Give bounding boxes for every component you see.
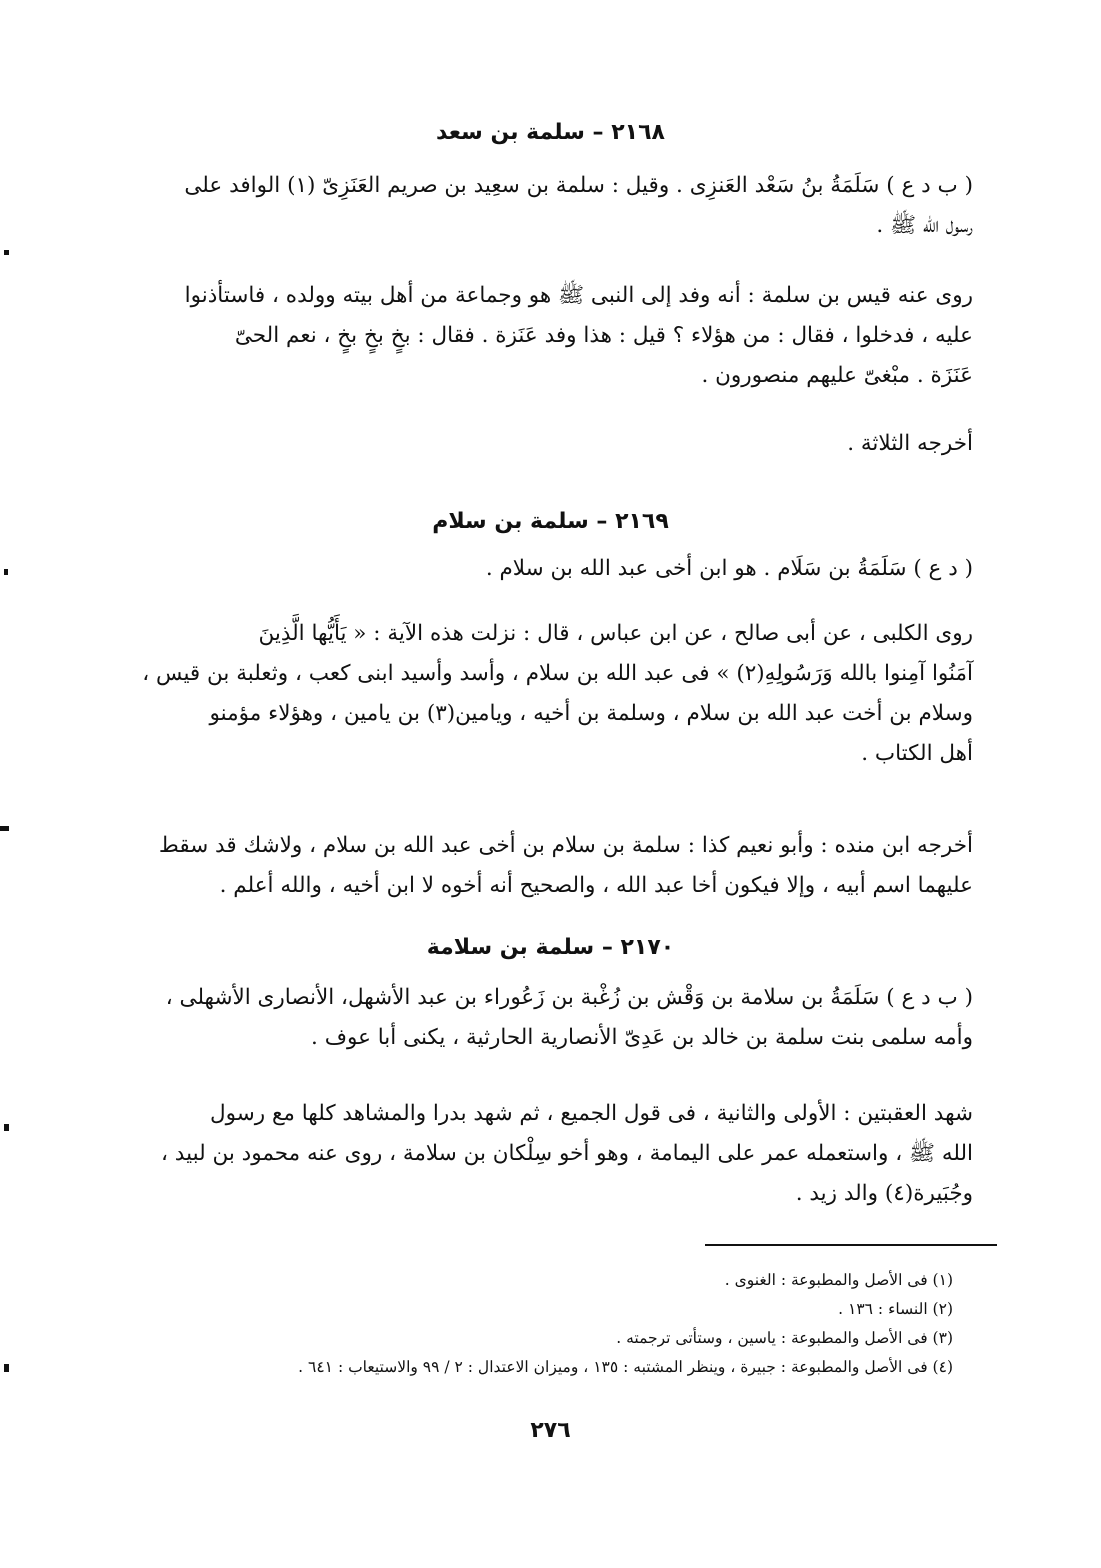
scan-speck: [0, 826, 9, 831]
footnote: (٣) فى الأصل والمطبوعة : ياسين ، وستأتى ترجمته .: [616, 1329, 953, 1347]
footnote-separator: [705, 1244, 997, 1246]
paragraph: [98, 276, 973, 396]
text-line: وسلام بن أخت عبد الله بن سلام ، وسلمة بن أخيه ، ويامين(٣) بن يامين ، وهؤلاء مؤمنو: [209, 701, 973, 726]
footnote: (٤) فى الأصل والمطبوعة : جبيرة ، وينظر المشتبه : ١٣٥ ، وميزان الاعتدال : ٢ / ٩٩ والاستيعاب : ٦٤١ .: [298, 1358, 953, 1376]
paragraph: [98, 614, 973, 774]
page-number: ٢٧٦: [530, 1418, 571, 1443]
text-line: عليهما اسم أبيه ، وإلا فيكون أخا عبد الله ، والصحيح أنه أخوه لا ابن أخيه ، والله أعلم .: [219, 873, 973, 898]
text-line: عَنَزَة . مبْغىّ عليهم منصورون .: [701, 363, 973, 388]
text-line: رسول الله ﷺ .: [876, 213, 973, 238]
text-line: ( ب د ع ) سَلَمَةُ بن سلامة بن وَقْش بن زُغْبة بن زَعُوراء بن عبد الأشهل، الأنصارى الأشهلى ،: [165, 985, 973, 1010]
paragraph: [98, 1094, 973, 1214]
text-line: وجُبَيرة(٤) والد زيد .: [795, 1181, 973, 1206]
text-line: أهل الكتاب .: [861, 741, 973, 766]
paragraph: [98, 549, 973, 589]
paragraph: [98, 826, 973, 906]
text-line: روى الكلبى ، عن أبى صالح ، عن ابن عباس ، قال : نزلت هذه الآية : « يَأَيُّها الَّذِينَ: [258, 621, 973, 646]
entry-heading: ٢١٦٩ – سلمة بن سلام: [432, 509, 669, 534]
footnote: (١) فى الأصل والمطبوعة : الغنوى .: [724, 1271, 953, 1289]
text-line: ( د ع ) سَلَمَةُ بن سَلَام . هو ابن أخى عبد الله بن سلام .: [485, 556, 973, 581]
text-line: شهد العقبتين : الأولى والثانية ، فى قول الجميع ، ثم شهد بدرا والمشاهد كلها مع رسول: [210, 1101, 973, 1126]
text-line: ( ب د ع ) سَلَمَةُ بنُ سَعْد العَنزِى . وقيل : سلمة بن سعِيد بن صريم العَنَزِىّ (١) الوافد على: [184, 173, 973, 198]
text-line: روى عنه قيس بن سلمة : أنه وفد إلى النبى ﷺ هو وجماعة من أهل بيته وولده ، فاستأذنوا: [184, 283, 973, 308]
entry-heading: ٢١٦٨ – سلمة بن سعد: [436, 120, 665, 145]
paragraph: [98, 978, 973, 1058]
text-line: أخرجه ابن منده : وأبو نعيم كذا : سلمة بن سلام بن أخى عبد الله بن سلام ، ولاشك قد سقط: [158, 833, 973, 858]
scan-speck: [4, 250, 9, 255]
paragraph: [98, 166, 973, 246]
text-line: آمَنُوا آمِنوا بالله وَرَسُولِهِ(٢) » فى عبد الله بن سلام ، وأسد وأسيد ابنى كعب ، وثعلبة بن قيس ،: [142, 661, 973, 686]
footnote: (٢) النساء : ١٣٦ .: [838, 1300, 953, 1318]
scan-speck: [4, 1124, 9, 1131]
text-line: عليه ، فدخلوا ، فقال : من هؤلاء ؟ قيل : هذا وفد عَنَزة . فقال : بخٍ بخٍ بخٍ ، نعم الحىّ: [234, 323, 973, 348]
scan-speck: [4, 1364, 9, 1372]
text-line: أخرجه الثلاثة .: [847, 431, 973, 456]
entry-heading: ٢١٧٠ – سلمة بن سلامة: [426, 935, 675, 960]
paragraph: [98, 424, 973, 464]
scan-speck: [4, 569, 8, 575]
text-line: الله ﷺ ، واستعمله عمر على اليمامة ، وهو أخو سِلْكان بن سلامة ، روى عنه محمود بن لبيد ،: [161, 1141, 973, 1166]
footnotes: [113, 1266, 953, 1382]
text-line: وأمه سلمى بنت سلمة بن خالد بن عَدِىّ الأنصارية الحارثية ، يكنى أبا عوف .: [311, 1025, 973, 1050]
